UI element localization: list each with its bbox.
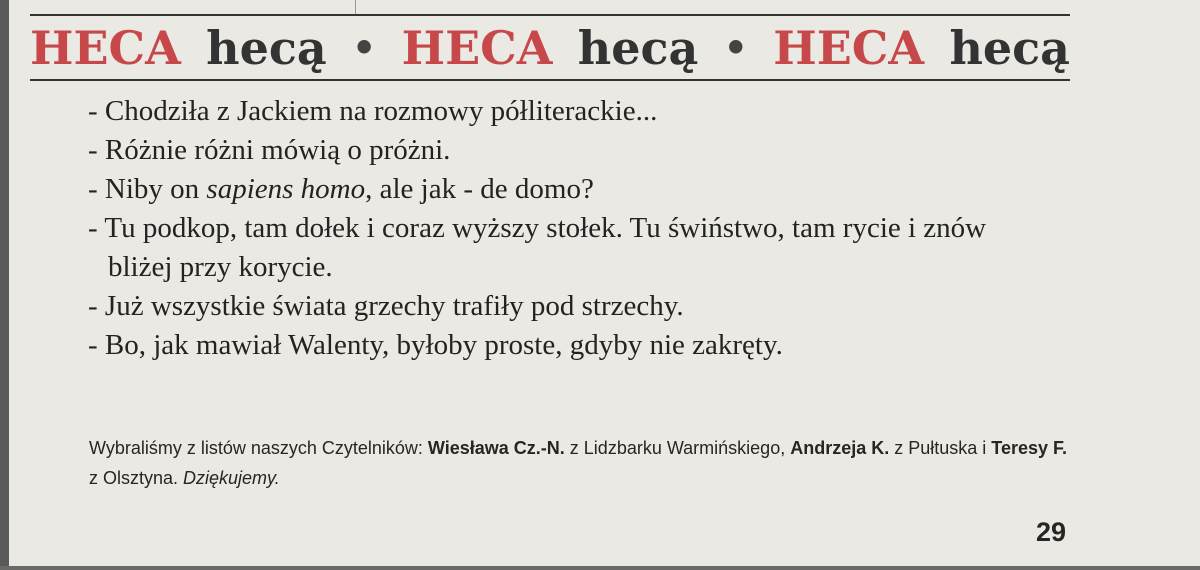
column-divider [355, 0, 356, 14]
quote-item: - Tu podkop, tam dołek i coraz wyższy stołek. Tu świństwo, tam rycie i znów bliżej przy korycie. [88, 212, 987, 283]
quote-item: - Już wszystkie świata grzechy trafiły pod strzechy. [88, 290, 684, 322]
contributor-place: z Pułtuska i [889, 438, 992, 458]
quote-text: - Niby on [88, 173, 207, 205]
quote-item: - Bo, jak mawiał Walenty, byłoby proste, gdyby nie zakręty. [88, 329, 783, 361]
quote-text: , ale jak - de domo? [365, 173, 594, 205]
thanks-text: Dziękujemy. [183, 468, 280, 488]
credits-intro: Wybraliśmy z listów naszych Czytelników: [89, 438, 428, 458]
section-header [30, 16, 1070, 79]
contributor-place: z Olsztyna. [89, 468, 184, 488]
contributor-name: Teresy F. [991, 438, 1068, 458]
header-word: hecą [577, 20, 699, 75]
contributor-place: z Lidzbarku Warmińskiego, [564, 438, 791, 458]
header-word: HECA [401, 20, 553, 75]
quote-list [88, 92, 1048, 365]
header-word: HECA [773, 20, 925, 75]
header-word: hecą [206, 20, 327, 75]
header-bottom-rule [30, 79, 1070, 81]
page-bottom-edge [0, 566, 1200, 570]
contributor-name: Wiesława Cz.-N. [427, 438, 565, 458]
header-word: hecą [949, 20, 1070, 75]
contributor-name: Andrzeja K. [790, 438, 890, 458]
quote-italic-text: sapiens homo [206, 173, 366, 205]
header-bullet: • [723, 25, 748, 70]
quote-item [88, 170, 1048, 209]
page-edge [0, 0, 9, 570]
header-word: HECA [30, 20, 181, 75]
quote-item: - Różnie różni mówią o próżni. [88, 134, 451, 166]
header-bullet: • [352, 25, 377, 70]
credits-note [89, 433, 1074, 493]
page-number: 29 [1035, 517, 1066, 547]
quote-item: - Chodziła z Jackiem na rozmowy półliterackie... [88, 95, 658, 127]
